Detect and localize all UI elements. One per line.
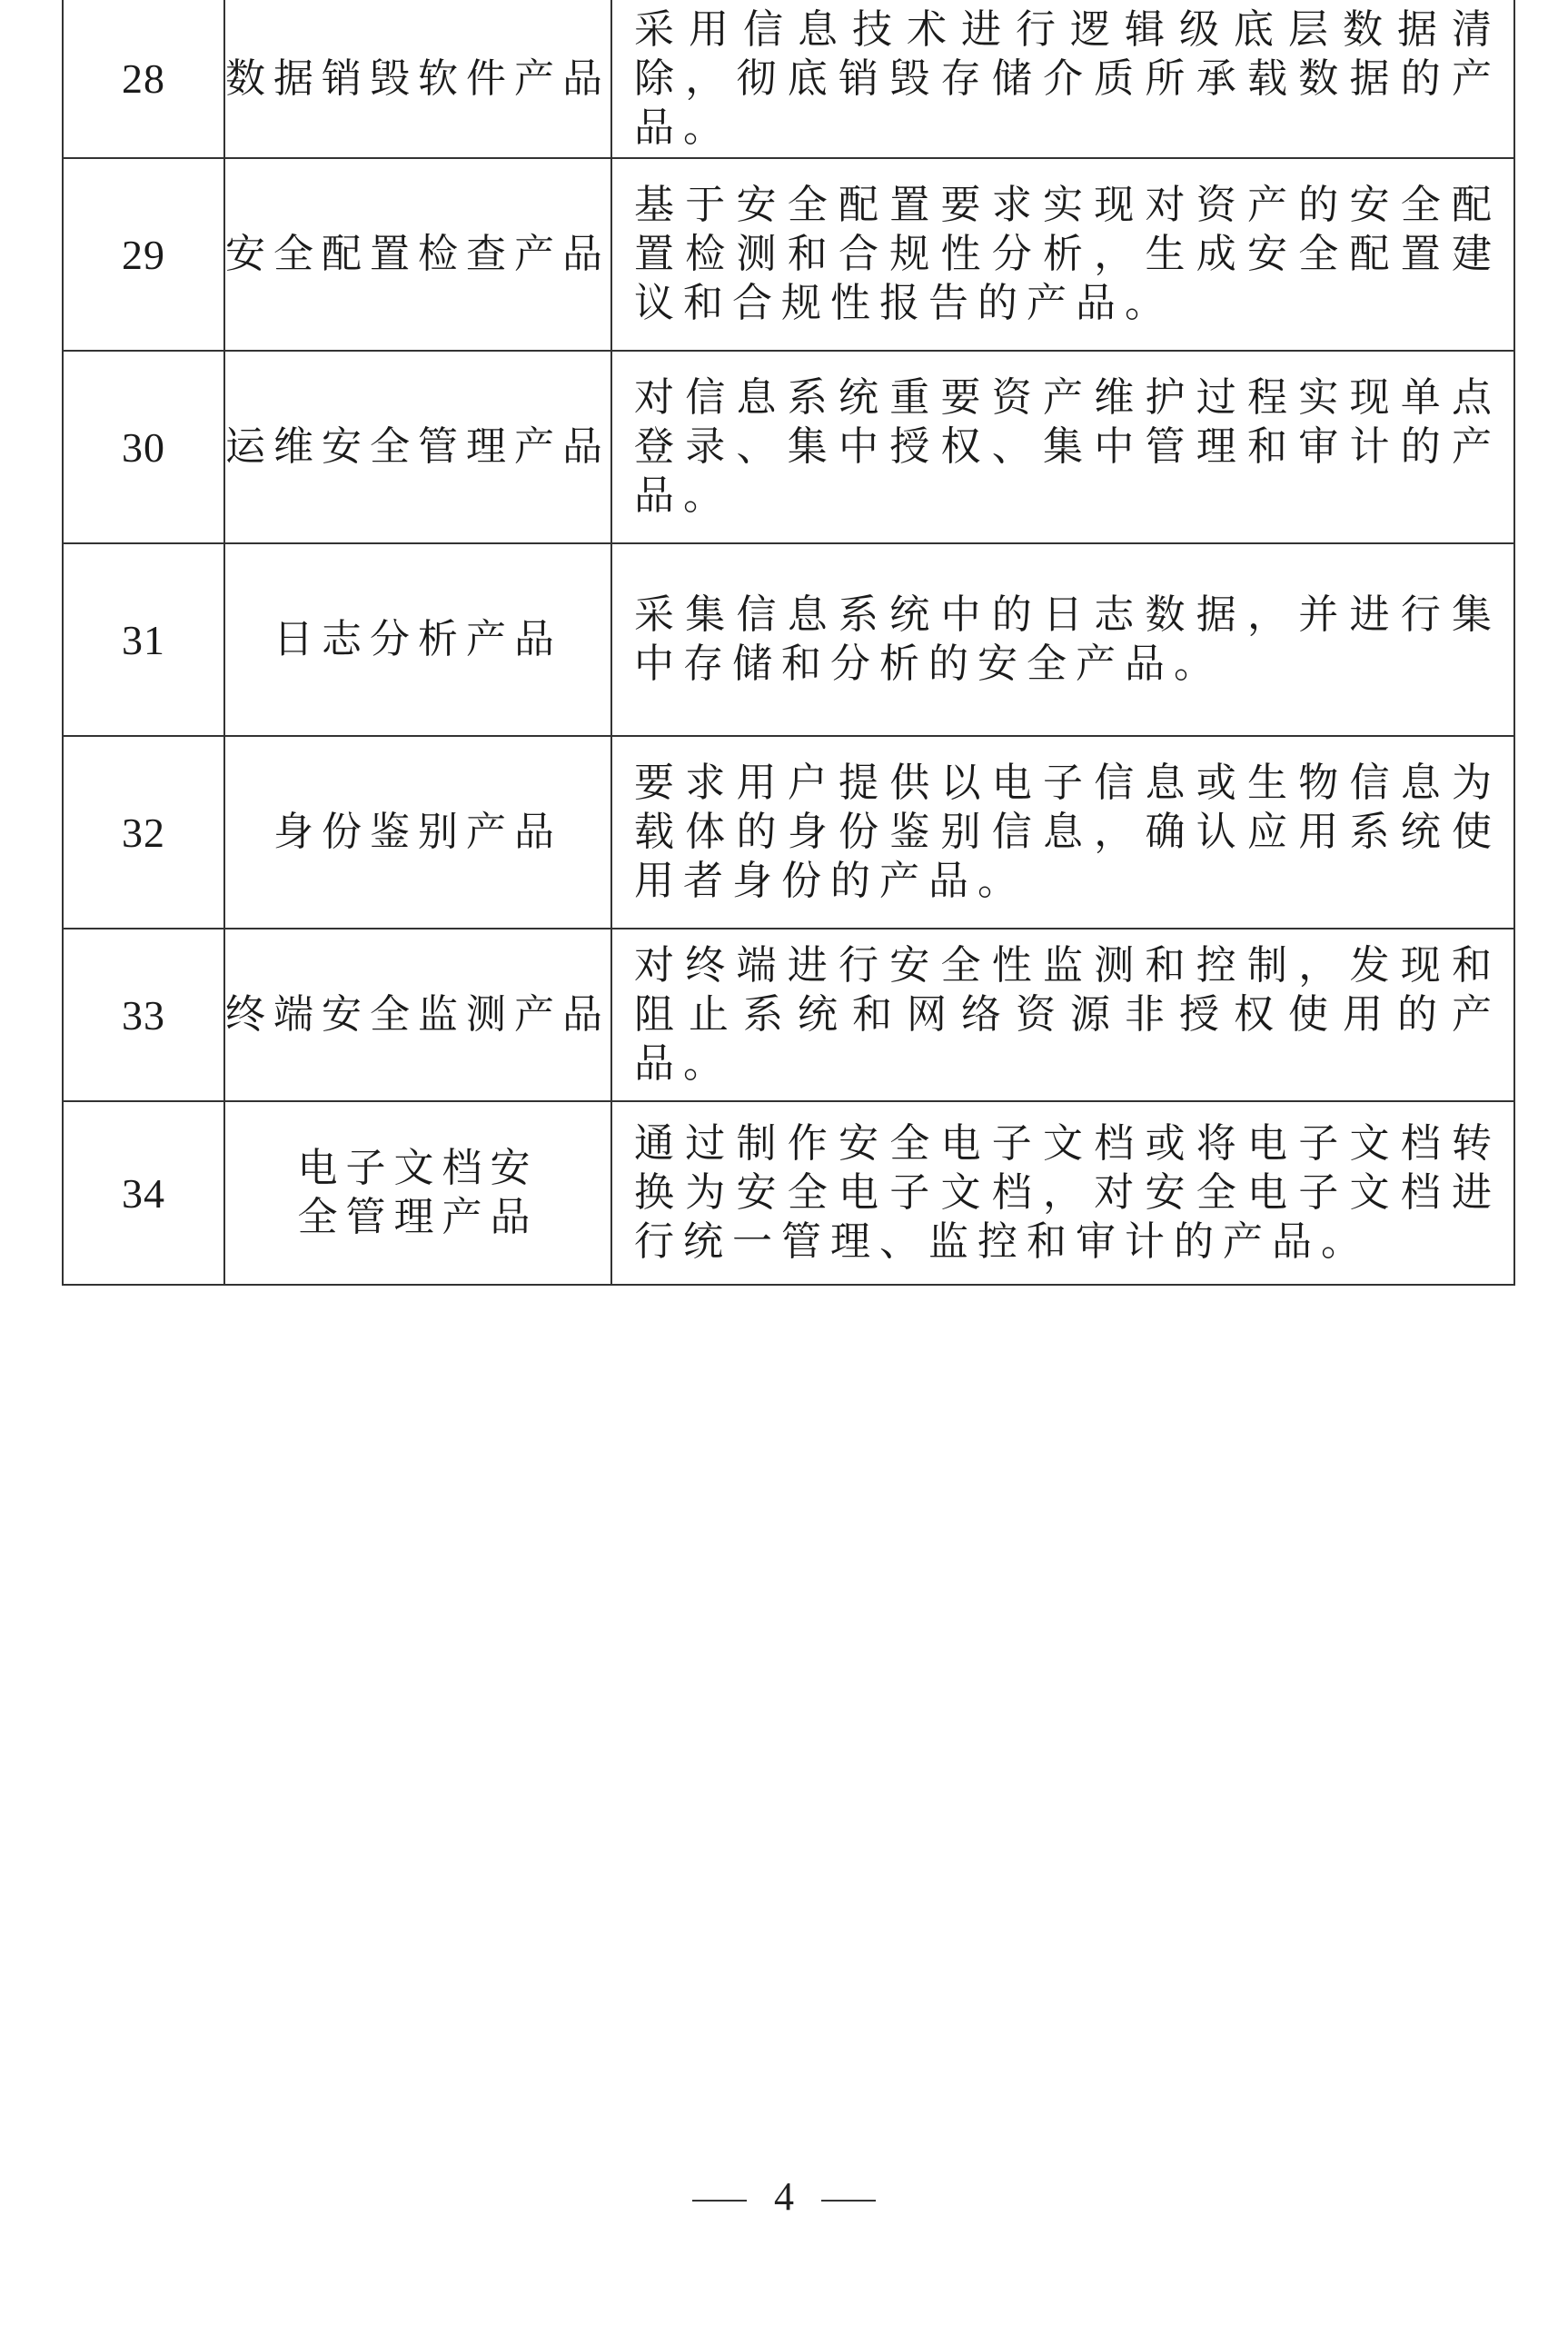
product-description: 通过制作安全电子文档或将电子文档转换为安全电子文档，对安全电子文档进行统一管理、监控和审计的产品。 xyxy=(611,1101,1514,1285)
product-name: 日志分析产品 xyxy=(224,543,611,736)
table-row xyxy=(63,736,1514,929)
page-footer xyxy=(0,2173,1568,2220)
row-number: 32 xyxy=(63,736,224,929)
product-name: 运维安全管理产品 xyxy=(224,351,611,543)
product-description: 对终端进行安全性监测和控制，发现和阻止系统和网络资源非授权使用的产品。 xyxy=(611,929,1514,1101)
table-row xyxy=(63,351,1514,543)
product-name: 电子文档安全管理产品 xyxy=(224,1101,611,1285)
product-description: 采用信息技术进行逻辑级底层数据清除，彻底销毁存储介质所承载数据的产品。 xyxy=(611,0,1514,158)
row-number: 33 xyxy=(63,929,224,1101)
product-name: 安全配置检查产品 xyxy=(224,158,611,351)
product-name: 身份鉴别产品 xyxy=(224,736,611,929)
page-number: 4 xyxy=(774,2174,794,2219)
row-number: 29 xyxy=(63,158,224,351)
table-row xyxy=(63,158,1514,351)
footer-dash-left xyxy=(692,2200,747,2202)
row-number: 34 xyxy=(63,1101,224,1285)
product-description: 采集信息系统中的日志数据，并进行集中存储和分析的安全产品。 xyxy=(611,543,1514,736)
table-row xyxy=(63,929,1514,1101)
product-description: 要求用户提供以电子信息或生物信息为载体的身份鉴别信息，确认应用系统使用者身份的产品。 xyxy=(611,736,1514,929)
row-number: 28 xyxy=(63,0,224,158)
table-row xyxy=(63,0,1514,158)
product-table xyxy=(62,0,1515,1286)
row-number: 30 xyxy=(63,351,224,543)
product-name: 终端安全监测产品 xyxy=(224,929,611,1101)
product-description: 基于安全配置要求实现对资产的安全配置检测和合规性分析，生成安全配置建议和合规性报告的产品。 xyxy=(611,158,1514,351)
footer-dash-right xyxy=(821,2200,876,2202)
table-row xyxy=(63,543,1514,736)
table-row xyxy=(63,1101,1514,1285)
product-description: 对信息系统重要资产维护过程实现单点登录、集中授权、集中管理和审计的产品。 xyxy=(611,351,1514,543)
row-number: 31 xyxy=(63,543,224,736)
product-name: 数据销毁软件产品 xyxy=(224,0,611,158)
